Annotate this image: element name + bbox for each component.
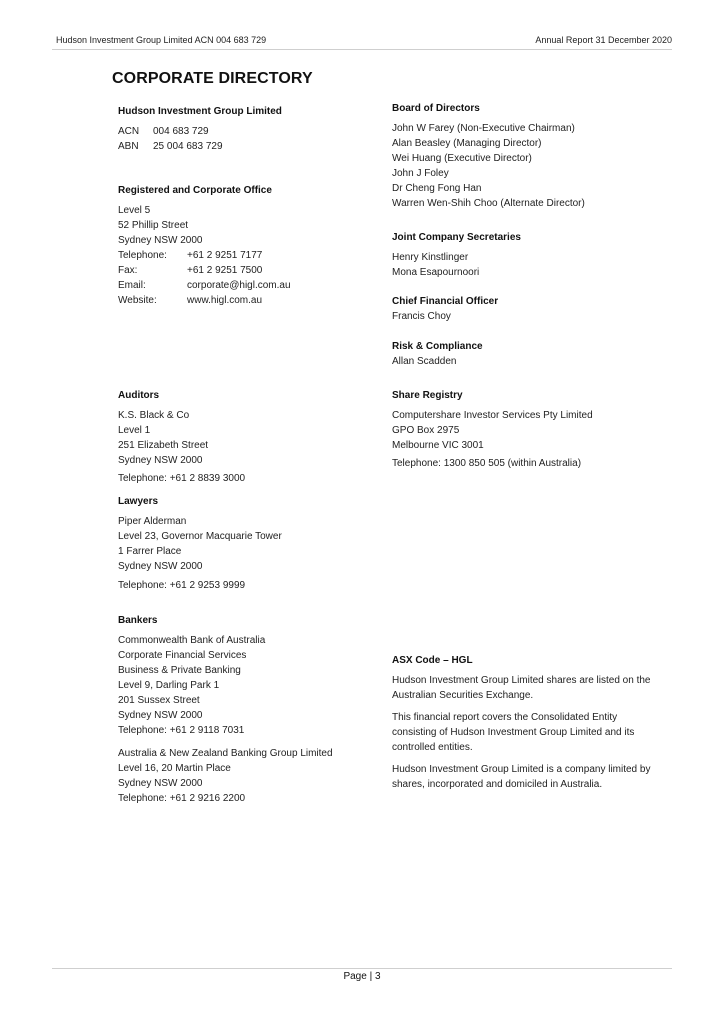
- bank1-line: Commonwealth Bank of Australia: [118, 635, 266, 646]
- bank2-line: Telephone: +61 2 9216 2200: [118, 793, 246, 804]
- secretary-name: Henry Kinstlinger: [392, 252, 469, 263]
- auditors-line: Level 1: [118, 425, 151, 436]
- footer-divider: [52, 968, 672, 969]
- risk-heading: Risk & Compliance: [392, 341, 483, 352]
- asx-paragraph: This financial report covers the Consolidated Entity consisting of Hudson Investment Group Limited and its controlled entities.: [392, 712, 635, 753]
- registry-line: Melbourne VIC 3001: [392, 440, 484, 451]
- board-member: John W Farey (Non-Executive Chairman): [392, 123, 575, 134]
- acn-row: ACN 004 683 729: [118, 126, 209, 137]
- auditors-phone: Telephone: +61 2 8839 3000: [118, 473, 246, 484]
- board-block: [392, 101, 672, 211]
- board-heading: Board of Directors: [392, 103, 480, 114]
- bank2-line: Australia & New Zealand Banking Group Limited: [118, 748, 333, 759]
- bank1-line: Level 9, Darling Park 1: [118, 680, 220, 691]
- office-email: Email: corporate@higl.com.au: [118, 280, 291, 291]
- registry-phone: Telephone: 1300 850 505 (within Australia): [392, 458, 582, 469]
- asx-block: [392, 653, 654, 799]
- header-company: Hudson Investment Group Limited ACN 004 683 729: [56, 35, 267, 45]
- risk-name: Allan Scadden: [392, 356, 457, 367]
- lawyers-block: [118, 494, 378, 593]
- board-member: Alan Beasley (Managing Director): [392, 138, 542, 149]
- secretary-name: Mona Esapournoori: [392, 267, 480, 278]
- office-block: [118, 183, 378, 308]
- cfo-heading: Chief Financial Officer: [392, 296, 499, 307]
- bank1-line: Business & Private Banking: [118, 665, 241, 676]
- office-heading: Registered and Corporate Office: [118, 185, 272, 196]
- auditors-line: 251 Elizabeth Street: [118, 440, 209, 451]
- secretaries-block: [392, 230, 672, 280]
- asx-paragraph: Hudson Investment Group Limited shares are listed on the Australian Securities Exchange.: [392, 675, 651, 701]
- header-report: Annual Report 31 December 2020: [535, 35, 672, 45]
- board-member: Wei Huang (Executive Director): [392, 153, 532, 164]
- asx-heading: ASX Code – HGL: [392, 655, 473, 666]
- office-address-line: Sydney NSW 2000: [118, 235, 203, 246]
- auditors-block: [118, 388, 378, 486]
- lawyers-line: Sydney NSW 2000: [118, 561, 203, 572]
- bank1-line: Sydney NSW 2000: [118, 710, 203, 721]
- lawyers-phone: Telephone: +61 2 9253 9999: [118, 580, 246, 591]
- bank2-line: Level 16, 20 Martin Place: [118, 763, 231, 774]
- cfo-block: [392, 294, 672, 324]
- page-title: CORPORATE DIRECTORY: [112, 70, 313, 87]
- registry-heading: Share Registry: [392, 390, 463, 401]
- secretaries-heading: Joint Company Secretaries: [392, 232, 521, 243]
- asx-paragraph: Hudson Investment Group Limited is a company limited by shares, incorporated and domiciled in Australia.: [392, 764, 651, 790]
- header-divider: [52, 49, 672, 50]
- bankers-block: [118, 613, 378, 806]
- registry-line: Computershare Investor Services Pty Limited: [392, 410, 593, 421]
- lawyers-heading: Lawyers: [118, 496, 159, 507]
- office-fax: Fax: +61 2 9251 7500: [118, 265, 263, 276]
- page-number: Page | 3: [343, 971, 381, 982]
- auditors-line: Sydney NSW 2000: [118, 455, 203, 466]
- auditors-line: K.S. Black & Co: [118, 410, 190, 421]
- office-telephone: Telephone: +61 2 9251 7177: [118, 250, 263, 261]
- lawyers-line: 1 Farrer Place: [118, 546, 182, 557]
- bankers-heading: Bankers: [118, 615, 158, 626]
- lawyers-line: Level 23, Governor Macquarie Tower: [118, 531, 282, 542]
- office-address-line: 52 Phillip Street: [118, 220, 189, 231]
- risk-block: [392, 339, 672, 369]
- lawyers-line: Piper Alderman: [118, 516, 187, 527]
- registry-line: GPO Box 2975: [392, 425, 460, 436]
- bank2-line: Sydney NSW 2000: [118, 778, 203, 789]
- bank1-line: Telephone: +61 2 9118 7031: [118, 725, 245, 736]
- registry-block: [392, 388, 672, 471]
- board-member: Warren Wen-Shih Choo (Alternate Director): [392, 198, 585, 209]
- board-member: Dr Cheng Fong Han: [392, 183, 482, 194]
- bank1-line: Corporate Financial Services: [118, 650, 247, 661]
- abn-row: ABN 25 004 683 729: [118, 141, 223, 152]
- board-member: John J Foley: [392, 168, 449, 179]
- office-website: Website: www.higl.com.au: [118, 295, 263, 306]
- auditors-heading: Auditors: [118, 390, 160, 401]
- company-name: Hudson Investment Group Limited: [118, 106, 282, 117]
- bank1-line: 201 Sussex Street: [118, 695, 200, 706]
- office-address-line: Level 5: [118, 205, 151, 216]
- company-block: [118, 104, 378, 154]
- cfo-name: Francis Choy: [392, 311, 451, 322]
